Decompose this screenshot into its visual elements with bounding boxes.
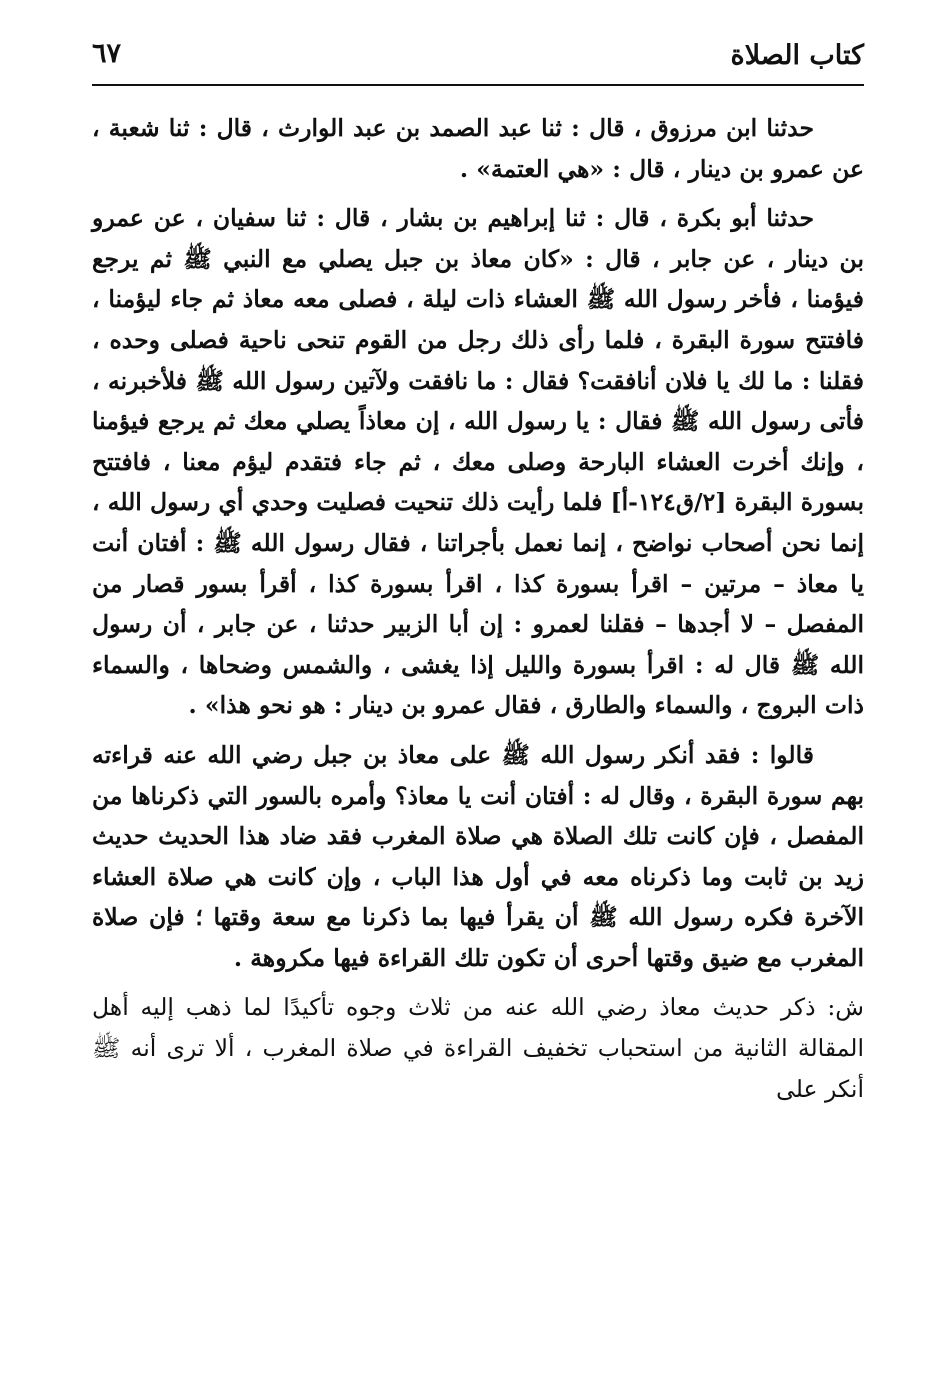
paragraph-sharh: ش: ذكر حديث معاذ رضي الله عنه من ثلاث وجوه تأكيدًا لما ذهب إليه أهل المقالة الثانية من استحباب تخفيف القراءة في صلاة المغرب ، ألا ترى أنه ﷺ أنكر على xyxy=(92,993,864,1103)
page-body xyxy=(92,108,864,1109)
page-number: ٦٧ xyxy=(92,38,122,69)
paragraph-gap xyxy=(92,726,864,735)
paragraph-gap xyxy=(92,978,864,987)
paragraph-hadith-2: حدثنا أبو بكرة ، قال : ثنا إبراهيم بن بشار ، قال : ثنا سفيان ، عن عمرو بن دينار ، عن جابر ، قال : «كان معاذ بن جبل يصلي مع النبي ﷺ ثم يرجع فيؤمنا ، فأخر رسول الله ﷺ العشاء ذات ليلة ، فصلى معه معاذ ثم جاء ليؤمنا ، فافتتح سورة البقرة ، فلما رأى ذلك رجل من القوم تنحى ناحية فصلى وحده ، فقلنا : ما لك يا فلان أنافقت؟ فقال : ما نافقت ولآتين رسول الله ﷺ فلأخبرنه ، فأتى رسول الله ﷺ فقال : يا رسول الله ، إن معاذاً يصلي معك ثم يرجع فيؤمنا ، وإنك أخرت العشاء البارحة وصلى معك ، ثم جاء فتقدم ليؤم معنا ، فافتتح بسورة البقرة [٢/ق١٢٤-أ] فلما رأيت ذلك تنحيت فصليت وحدي أي رسول الله ، إنما نحن أصحاب نواضح ، إنما نعمل بأجراتنا ، فقال رسول الله ﷺ : أفتان أنت يا معاذ – مرتين – اقرأ بسورة كذا ، اقرأ بسورة كذا ، أقرأ بسور قصار من المفصل – لا أجدها – فقلنا لعمرو : إن أبا الزبير حدثنا ، عن جابر ، أن رسول الله ﷺ قال له : اقرأ بسورة والليل إذا يغشى ، والشمس وضحاها ، والسماء ذات البروج ، والسماء والطارق ، فقال عمرو بن دينار : هو نحو هذا» . xyxy=(92,204,865,720)
chapter-title: كتاب الصلاة xyxy=(730,40,864,71)
paragraph-hadith-1: حدثنا ابن مرزوق ، قال : ثنا عبد الصمد بن عبد الوارث ، قال : ثنا شعبة ، عن عمرو بن دينار ، قال : «هي العتمة» . xyxy=(92,114,864,183)
paragraph-commentary: قالوا : فقد أنكر رسول الله ﷺ على معاذ بن جبل رضي الله عنه قراءته بهم سورة البقرة ، وقال له : أفتان أنت يا معاذ؟ وأمره بالسور التي ذكرناها من المفصل ، فإن كانت تلك الصلاة هي صلاة المغرب فقد ضاد هذا الحديث حديث زيد بن ثابت وما ذكرناه معه في أول هذا الباب ، وإن كانت هي صلاة العشاء الآخرة فكره رسول الله ﷺ أن يقرأ فيها بما ذكرنا مع سعة وقتها ؛ فإن صلاة المغرب مع ضيق وقتها أحرى أن تكون تلك القراءة فيها مكروهة . xyxy=(92,740,864,972)
paragraph-gap xyxy=(92,189,864,198)
page-header xyxy=(92,34,864,86)
